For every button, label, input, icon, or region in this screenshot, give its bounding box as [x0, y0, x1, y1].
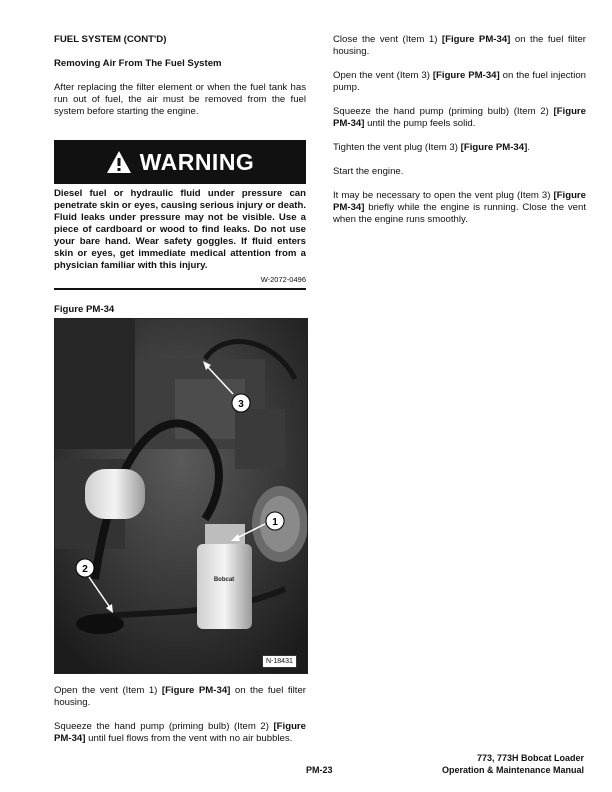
manual-title	[442, 752, 584, 776]
left-column-top	[54, 34, 306, 118]
callout-1: 1	[272, 517, 278, 528]
page-number: PM-23	[306, 765, 333, 775]
manual-name: Operation & Maintenance Manual	[441, 765, 584, 775]
callout-3: 3	[238, 399, 244, 410]
warning-title: WARNING	[139, 148, 255, 175]
warning-text: Diesel fuel or hydraulic fluid under pressure can penetrate skin or eyes, causing serious injury or death. Fluid leaks under pressure may not be visible. Use a piece of cardboard or wood to find leaks. Do not use your bare hand. Wear safety goggles. If fluid enters skin or eyes, get immediate medical attention from a physician familiar with this injury.	[54, 188, 306, 271]
figure-label: Figure PM-34	[54, 304, 115, 315]
model-name: 773, 773H Bobcat Loader	[476, 753, 584, 763]
subsection-title: Removing Air From The Fuel System	[54, 58, 222, 69]
step-close-vent-1: Close the vent (Item 1) [Figure PM-34] on the fuel filter housing.	[333, 34, 586, 57]
filter-brand-label: Bobcat	[213, 577, 235, 583]
step-open-vent-3: Open the vent (Item 3) [Figure PM-34] on the fuel injection pump.	[333, 70, 586, 93]
warning-divider	[54, 288, 306, 290]
step-squeeze-pump: Squeeze the hand pump (priming bulb) (Item 2) [Figure PM-34] until fuel flows from the vent with no air bubbles.	[54, 721, 306, 744]
warning-code: W-2072-0496	[260, 275, 306, 284]
warning-banner	[54, 140, 306, 184]
warning-triangle-icon	[106, 150, 132, 174]
section-title: FUEL SYSTEM (CONT'D)	[54, 34, 167, 45]
step-tighten-plug: Tighten the vent plug (Item 3) [Figure PM-34].	[333, 142, 530, 153]
step-open-vent-1: Open the vent (Item 1) [Figure PM-34] on the fuel filter housing.	[54, 685, 306, 708]
intro-paragraph: After replacing the filter element or when the fuel tank has run out of fuel, the air must be removed from the fuel system before starting the engine.	[54, 82, 306, 117]
figure-code: N-18431	[262, 655, 297, 668]
engine-photo	[54, 318, 308, 674]
left-column-bottom	[54, 685, 306, 745]
step-squeeze-until-solid: Squeeze the hand pump (priming bulb) (Item 2) [Figure PM-34] until the pump feels solid.	[333, 106, 586, 129]
right-column	[333, 34, 586, 226]
step-start-engine: Start the engine.	[333, 166, 404, 177]
step-bleed-running: It may be necessary to open the vent plug (Item 3) [Figure PM-34] briefly while the engine is running. Close the vent when the engine runs smoothly.	[333, 190, 586, 225]
callout-2: 2	[82, 564, 88, 575]
